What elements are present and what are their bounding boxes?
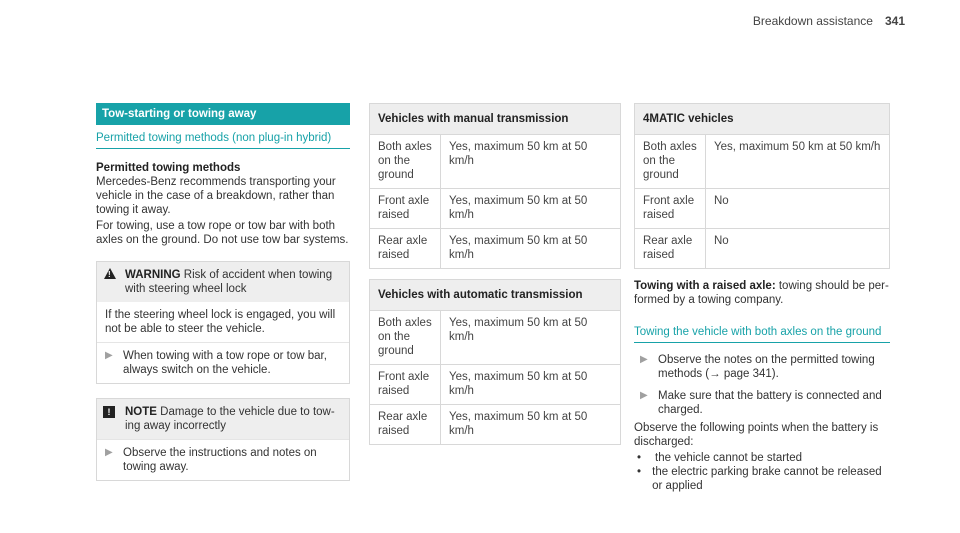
- arrow-icon: ▶: [640, 354, 648, 365]
- table-title: Vehicles with automatic transmission: [370, 280, 620, 311]
- table-cell: Yes, maximum 50 km at 50 km/h: [441, 229, 621, 269]
- subheading: Permitted towing methods (non plug-in hybrid): [96, 131, 350, 149]
- warning-text: If the steering wheel lock is engaged, you will not be able to steer the vehicle.: [105, 309, 336, 335]
- table-automatic: [369, 279, 621, 445]
- raised-axle-label: Towing with a raised axle:: [634, 280, 776, 292]
- page-number: 341: [884, 14, 905, 28]
- table-cell: Rear axle raised: [370, 229, 441, 269]
- table-cell: Front axle raised: [370, 189, 441, 229]
- table-cell: Both axles on the ground: [370, 311, 441, 365]
- table-row: [370, 135, 620, 189]
- raised-axle-paragraph: [634, 279, 890, 307]
- table-cell: Rear axle raised: [635, 229, 706, 269]
- table-row: [370, 189, 620, 229]
- note-header: [97, 399, 349, 439]
- paragraph: For towing, use a tow rope or tow bar with both axles on the ground. Do not use tow bar systems.: [96, 220, 349, 246]
- table-cell: Yes, maximum 50 km at 50 km/h: [441, 365, 621, 405]
- table-manual: [369, 103, 621, 269]
- warning-icon: !: [104, 268, 116, 279]
- section-title: Breakdown assistance: [752, 14, 873, 28]
- page-header: [753, 14, 905, 28]
- table-title: 4MATIC vehicles: [635, 104, 889, 135]
- warning-label: WARNING: [125, 269, 181, 281]
- column-3: [634, 103, 890, 493]
- table-cell: Yes, maximum 50 km at 50 km/h: [441, 189, 621, 229]
- note-action: [97, 439, 349, 480]
- table-cell: Yes, maximum 50 km at 50 km/h: [441, 311, 621, 365]
- step: [634, 353, 890, 381]
- table-row: [635, 229, 889, 269]
- raised-axle-text: towing should be per- formed by a towing company.: [634, 280, 889, 306]
- note-label: NOTE: [125, 406, 157, 418]
- table-cell: Both axles on the ground: [370, 135, 441, 189]
- table-row: [370, 229, 620, 269]
- table-row: [635, 189, 889, 229]
- table-cell: Front axle raised: [635, 189, 706, 229]
- arrow-icon: ▶: [105, 447, 113, 458]
- table-title: Vehicles with manual transmission: [370, 104, 620, 135]
- list-item-text: the vehicle cannot be started: [655, 452, 803, 464]
- table-cell: No: [706, 229, 890, 269]
- table-row: [370, 365, 620, 405]
- table-cell: No: [706, 189, 890, 229]
- note-icon: !: [103, 406, 115, 418]
- note-title: Damage to the vehicle due to tow- ing away incorrectly: [125, 406, 335, 432]
- step: [634, 389, 890, 417]
- column-1: [96, 103, 350, 481]
- step-text: Observe the notes on the permitted towing methods (→ page 341).: [658, 354, 875, 380]
- paragraph: Observe the following points when the battery is discharged:: [634, 422, 879, 448]
- bold-title: Permitted towing methods: [96, 162, 241, 174]
- arrow-icon: ▶: [105, 350, 113, 361]
- paragraph: Mercedes-Benz recommends transporting your vehicle in the case of a breakdown, rather than towing it away.: [96, 176, 336, 216]
- column-2: [369, 103, 621, 445]
- subheading: Towing the vehicle with both axles on the ground: [634, 325, 890, 343]
- table-cell: Both axles on the ground: [635, 135, 706, 189]
- table-cell: Yes, maximum 50 km at 50 km/h: [441, 405, 621, 445]
- list-item-text: the electric parking brake cannot be released or applied: [652, 466, 882, 492]
- warning-action: [97, 342, 349, 383]
- table-cell: Yes, maximum 50 km at 50 km/h: [441, 135, 621, 189]
- list-item: • the electric parking brake cannot be released or applied: [634, 465, 890, 493]
- step-text: Make sure that the battery is connected and charged.: [658, 390, 882, 416]
- warning-title: Risk of accident when towing with steering wheel lock: [125, 269, 333, 295]
- arrow-icon: ▶: [640, 390, 648, 401]
- table-cell: Yes, maximum 50 km at 50 km/h: [706, 135, 890, 189]
- warning-box: [96, 261, 350, 384]
- section-bar: Tow-starting or towing away: [96, 103, 350, 125]
- table-4matic: [634, 103, 890, 269]
- table-row: [370, 311, 620, 365]
- warning-body: [97, 302, 349, 342]
- table-cell: Rear axle raised: [370, 405, 441, 445]
- table-cell: Front axle raised: [370, 365, 441, 405]
- action-text: Observe the instructions and notes on towing away.: [123, 447, 317, 473]
- note-box: [96, 398, 350, 481]
- table-row: [370, 405, 620, 445]
- warning-header: [97, 262, 349, 302]
- table-row: [635, 135, 889, 189]
- list-item: • the vehicle cannot be started: [637, 452, 803, 464]
- action-text: When towing with a tow rope or tow bar, always switch on the vehicle.: [123, 350, 327, 376]
